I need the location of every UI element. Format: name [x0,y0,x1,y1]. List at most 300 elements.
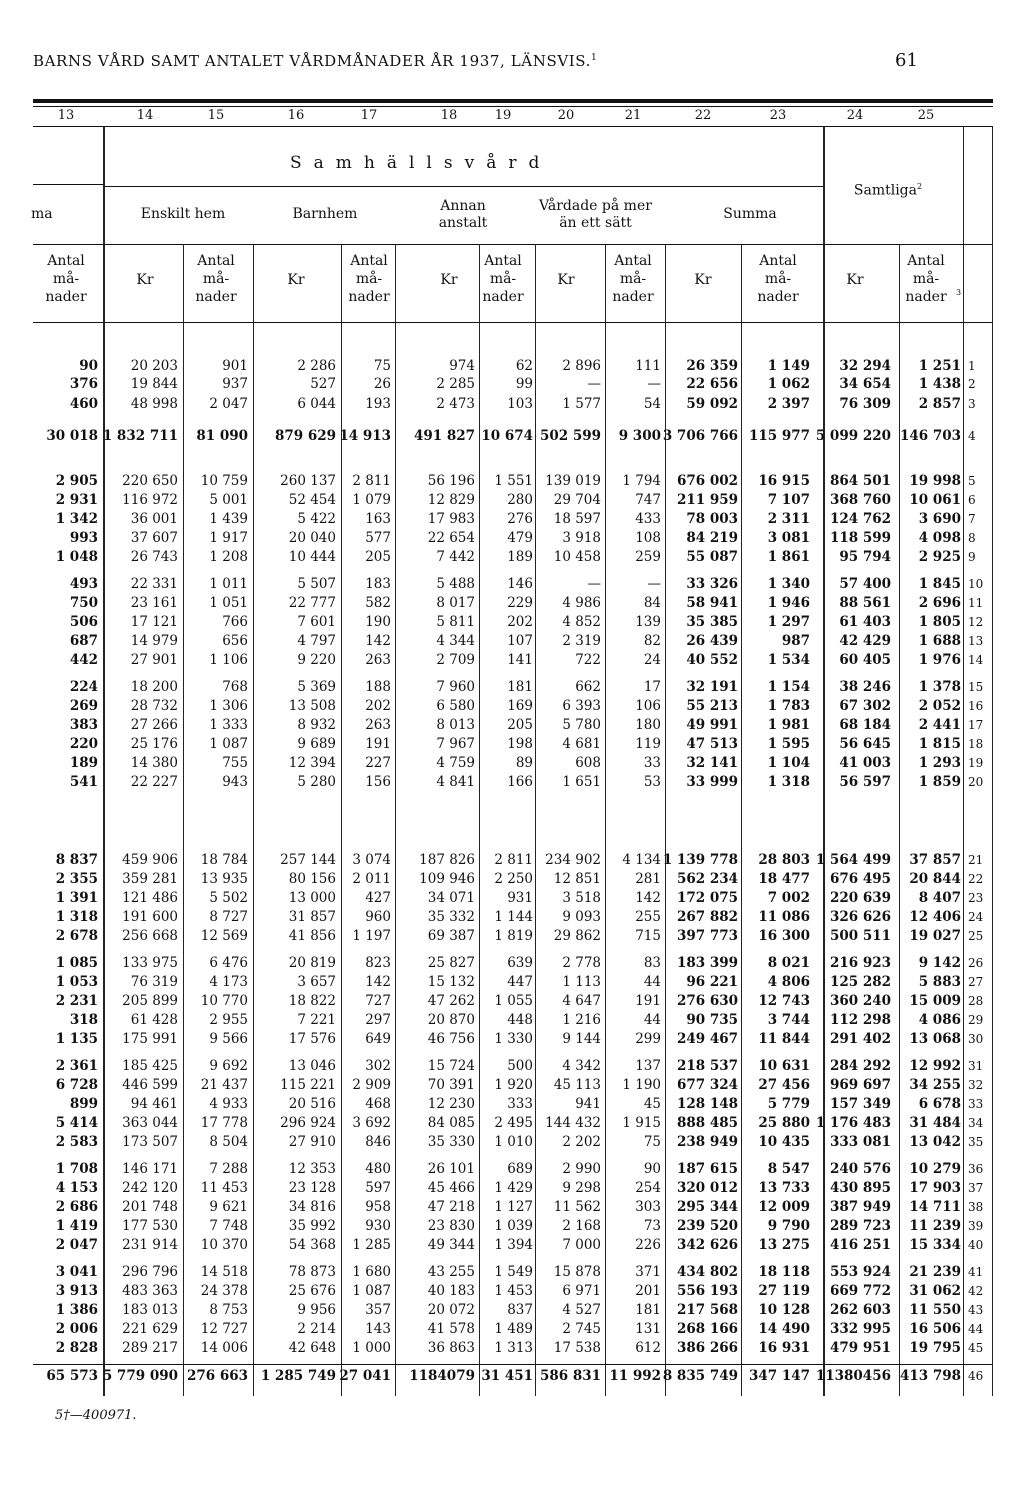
table-cell: 2 696 [918,595,961,611]
table-cell: 15 334 [909,1237,961,1253]
table-cell: 1 085 [55,955,98,971]
table-cell: 837 [507,1302,533,1318]
table-cell: 4 647 [562,993,601,1009]
table-row [33,511,993,529]
table-cell: 1 534 [767,652,810,668]
table-cell: 1 551 [494,473,533,489]
table-cell: 31 062 [909,1283,961,1299]
table-cell: 291 402 [829,1031,891,1047]
row-number: 46 [968,1369,984,1383]
table-cell: 747 [635,492,661,508]
table-cell: 128 148 [676,1096,738,1112]
table-cell: 25 676 [288,1283,336,1299]
row-number: 34 [968,1116,984,1130]
table-cell: 2 052 [918,698,961,714]
table-cell: 99 [515,376,533,392]
table-cell: 974 [449,358,475,374]
table-cell: 2 745 [562,1321,601,1337]
row-number: 1 [968,359,976,373]
table-cell: 1 000 [352,1340,391,1356]
table-cell: 6 728 [55,1077,98,1093]
table-row [33,1321,993,1339]
table-cell: 121 486 [122,890,178,906]
table-cell: 18 822 [288,993,336,1009]
table-cell: 1 981 [767,717,810,733]
table-cell: 115 221 [280,1077,336,1093]
table-cell: 27 266 [130,717,178,733]
table-cell: 124 762 [829,511,891,527]
table-cell: 26 439 [686,633,738,649]
row-number: 27 [968,975,984,989]
table-cell: 12 829 [427,492,475,508]
page-number: 61 [895,50,918,71]
table-cell: 19 795 [909,1340,961,1356]
row-number: 44 [968,1322,984,1336]
table-cell: 55 087 [686,549,738,565]
statistics-table [33,106,993,1396]
table-cell: 2 006 [55,1321,98,1337]
table-row [33,993,993,1011]
table-cell: 1 127 [494,1199,533,1215]
table-cell: 3 041 [55,1264,98,1280]
table-cell: 227 [365,755,391,771]
table-cell: 56 196 [427,473,475,489]
row-number: 38 [968,1200,984,1214]
table-cell: 133 975 [122,955,178,971]
table-cell: 1 113 [562,974,601,990]
table-cell: 597 [365,1180,391,1196]
table-cell: 715 [635,928,661,944]
table-cell: 4 527 [562,1302,601,1318]
column-number: 22 [694,108,712,123]
table-cell: 33 999 [686,774,738,790]
row-number: 2 [968,377,976,391]
table-cell: 448 [507,1012,533,1028]
table-cell: 142 [635,890,661,906]
table-cell: 25 827 [427,955,475,971]
table-cell: 76 309 [839,396,891,412]
table-cell: 23 161 [130,595,178,611]
table-cell: 163 [365,511,391,527]
table-cell: 24 [643,652,661,668]
table-row [33,1096,993,1114]
table-cell: 2 355 [55,871,98,887]
table-cell: 6 044 [297,396,336,412]
table-cell: 1 048 [55,549,98,565]
table-row [33,1180,993,1198]
table-cell: 1 135 [55,1031,98,1047]
table-cell: 157 349 [829,1096,891,1112]
table-cell: 202 [365,698,391,714]
table-cell: 4 852 [562,614,601,630]
table-cell: 9 220 [297,652,336,668]
table-cell: 296 924 [280,1115,336,1131]
table-cell: 11380456 [815,1368,891,1384]
subheader-kr: Kr [694,272,712,288]
row-number: 19 [968,756,984,770]
table-cell: 7 107 [767,492,810,508]
table-cell: 17 576 [288,1031,336,1047]
table-cell: 16 915 [758,473,810,489]
table-cell: 5 883 [918,974,961,990]
table-cell: 216 923 [829,955,891,971]
table-cell: 146 703 [899,428,961,444]
table-cell: 24 378 [200,1283,248,1299]
table-cell: 17 538 [553,1340,601,1356]
table-cell: 14 913 [339,428,391,444]
table-cell: 7 002 [767,890,810,906]
table-cell: 1 832 711 [102,428,178,444]
table-cell: 3 074 [352,852,391,868]
table-cell: 502 599 [539,428,601,444]
table-cell: 1 976 [918,652,961,668]
table-cell: 527 [310,376,336,392]
table-cell: 500 [507,1058,533,1074]
row-number: 11 [968,596,984,610]
table-cell: 198 [507,736,533,752]
table-cell: 1 859 [918,774,961,790]
table-cell: 29 862 [553,928,601,944]
table-cell: 36 001 [130,511,178,527]
table-cell: 25 176 [130,736,178,752]
table-cell: 676 495 [829,871,891,887]
row-number: 15 [968,680,984,694]
table-cell: 1 549 [494,1264,533,1280]
table-cell: 7 221 [297,1012,336,1028]
table-cell: 59 092 [686,396,738,412]
table-row [33,679,993,697]
table-cell: 33 326 [686,576,738,592]
table-cell: 1 087 [209,736,248,752]
table-cell: 9 621 [209,1199,248,1215]
table-row [33,492,993,510]
table-cell: 342 626 [676,1237,738,1253]
table-cell: 1 139 778 [662,852,738,868]
table-cell: 371 [635,1264,661,1280]
table-cell: 14 518 [200,1264,248,1280]
table-cell: 586 831 [539,1368,601,1384]
table-cell: 57 400 [839,576,891,592]
table-cell: 2 955 [209,1012,248,1028]
table-cell: 75 [643,1134,661,1150]
table-cell: 1 104 [767,755,810,771]
table-cell: 259 [635,549,661,565]
table-cell: 55 213 [686,698,738,714]
table-cell: 201 748 [122,1199,178,1215]
table-cell: 750 [69,595,98,611]
table-row [33,890,993,908]
table-cell: 5 488 [436,576,475,592]
table-cell: 823 [365,955,391,971]
table-cell: 183 [365,576,391,592]
table-cell: 169 [507,698,533,714]
table-cell: 9 956 [297,1302,336,1318]
table-cell: 107 [507,633,533,649]
table-cell: 218 537 [676,1058,738,1074]
table-cell: 1 053 [55,974,98,990]
table-cell: 181 [507,679,533,695]
table-cell: 2 441 [918,717,961,733]
table-cell: 4 173 [209,974,248,990]
table-cell: 23 128 [288,1180,336,1196]
table-cell: 468 [365,1096,391,1112]
footnote-marker: 3 [956,288,962,297]
table-cell: 18 200 [130,679,178,695]
table-cell: 14 380 [130,755,178,771]
table-cell: 255 [635,909,661,925]
table-cell: 28 732 [130,698,178,714]
table-cell: 2 495 [494,1115,533,1131]
table-cell: 193 [365,396,391,412]
subheader-antal-manader: Antal må- nader [612,253,654,305]
table-cell: 5 779 [767,1096,810,1112]
column-number: 21 [624,108,642,123]
table-row [33,736,993,754]
table-cell: 10 128 [758,1302,810,1318]
table-cell: 493 [69,576,98,592]
table-cell: 48 998 [130,396,178,412]
table-cell: 118 599 [829,530,891,546]
table-cell: 2 925 [918,549,961,565]
table-cell: 1 176 483 [815,1115,891,1131]
table-cell: 94 461 [130,1096,178,1112]
table-cell: 4 986 [562,595,601,611]
row-number: 13 [968,634,984,648]
table-cell: 480 [365,1161,391,1177]
table-cell: 430 895 [829,1180,891,1196]
table-cell: 1 106 [209,652,248,668]
row-number: 10 [968,577,984,591]
table-cell: 90 [643,1161,661,1177]
table-cell: 1 391 [55,890,98,906]
header-barnhem: Barnhem [292,206,358,222]
table-cell: 1 915 [622,1115,661,1131]
table-cell: 201 [635,1283,661,1299]
page-title: BARNS VÅRD SAMT ANTALET VÅRDMÅNADER ÅR 1937, LÄNSVIS.$^1$ [33,52,598,70]
table-cell: 1 708 [55,1161,98,1177]
table-cell: 40 183 [427,1283,475,1299]
table-cell: 10 435 [758,1134,810,1150]
table-cell: 2 811 [352,473,391,489]
subheader-antal-manader: Antal må- nader [757,253,799,305]
table-cell: 38 246 [839,679,891,695]
table-cell: 577 [365,530,391,546]
table-cell: 27 910 [288,1134,336,1150]
table-cell: 8 504 [209,1134,248,1150]
table-cell: 1 313 [494,1340,533,1356]
column-number: 15 [207,108,225,123]
table-cell: — [587,376,601,392]
table-cell: 8 835 749 [662,1368,738,1384]
table-cell: 13 935 [200,871,248,887]
table-cell: 427 [365,890,391,906]
table-cell: 109 946 [419,871,475,887]
table-cell: 8 837 [55,852,98,868]
table-cell: 1 439 [209,511,248,527]
table-cell: 36 863 [427,1340,475,1356]
table-cell: 2 678 [55,928,98,944]
table-cell: 142 [365,974,391,990]
table-cell: 19 844 [130,376,178,392]
table-cell: 75 [373,358,391,374]
table-cell: 500 511 [829,928,891,944]
table-cell: 1 920 [494,1077,533,1093]
table-row [33,698,993,716]
table-cell: 9 144 [562,1031,601,1047]
table-cell: 41 003 [839,755,891,771]
table-cell: 22 654 [427,530,475,546]
header-ma: ma [31,206,53,222]
table-cell: 10 061 [909,492,961,508]
table-cell: 45 113 [553,1077,601,1093]
table-cell: 8 727 [209,909,248,925]
table-cell: 44 [643,1012,661,1028]
table-cell: 29 704 [553,492,601,508]
table-cell: 20 819 [288,955,336,971]
table-cell: 1 815 [918,736,961,752]
table-cell: 541 [69,774,98,790]
table-cell: 1 154 [767,679,810,695]
table-cell: 54 [643,396,661,412]
table-cell: 768 [222,679,248,695]
table-row [33,1218,993,1236]
table-cell: 608 [575,755,601,771]
table-cell: 54 368 [288,1237,336,1253]
table-cell: 12 353 [288,1161,336,1177]
row-number: 35 [968,1135,984,1149]
table-cell: 15 878 [553,1264,601,1280]
table-cell: 11 453 [200,1180,248,1196]
table-cell: 95 794 [839,549,891,565]
table-cell: 2 896 [562,358,601,374]
row-number: 29 [968,1013,984,1027]
table-cell: 2 011 [352,871,391,887]
table-cell: 2 047 [209,396,248,412]
table-cell: 183 013 [122,1302,178,1318]
table-cell: 416 251 [829,1237,891,1253]
row-number: 37 [968,1181,984,1195]
row-number: 41 [968,1265,984,1279]
table-cell: 34 255 [909,1077,961,1093]
table-cell: 166 [507,774,533,790]
table-cell: 49 991 [686,717,738,733]
table-cell: 45 [643,1096,661,1112]
table-cell: 4 153 [55,1180,98,1196]
table-cell: 10 370 [200,1237,248,1253]
table-cell: 2 686 [55,1199,98,1215]
table-cell: 376 [69,376,98,392]
table-cell: 2 397 [767,396,810,412]
table-cell: 9 142 [918,955,961,971]
table-cell: 1 318 [55,909,98,925]
subheader-antal-manader: Antal må- nader [905,253,947,305]
table-cell: — [587,576,601,592]
table-cell: 3 518 [562,890,601,906]
table-cell: 17 778 [200,1115,248,1131]
table-cell: 119 [635,736,661,752]
table-cell: 901 [222,358,248,374]
table-cell: 33 [643,755,661,771]
table-cell: 112 298 [829,1012,891,1028]
footnote: 5†—400971. [55,1408,137,1423]
table-cell: 8 407 [918,890,961,906]
table-cell: 22 777 [288,595,336,611]
table-cell: 1 688 [918,633,961,649]
table-cell: 191 [365,736,391,752]
table-cell: 8 753 [209,1302,248,1318]
table-cell: 556 193 [676,1283,738,1299]
subheader-kr: Kr [440,272,458,288]
table-cell: 4 134 [622,852,661,868]
column-number: 13 [57,108,75,123]
table-cell: 1 819 [494,928,533,944]
table-cell: 27 901 [130,652,178,668]
table-cell: 12 009 [758,1199,810,1215]
table-cell: — [647,576,661,592]
table-cell: 3 657 [297,974,336,990]
table-cell: 479 [507,530,533,546]
table-cell: 1 216 [562,1012,601,1028]
divider [33,1364,993,1365]
table-cell: 221 629 [122,1321,178,1337]
table-cell: 12 569 [200,928,248,944]
table-cell: 10 674 [481,428,533,444]
table-cell: 5 502 [209,890,248,906]
table-cell: 25 880 [758,1115,810,1131]
table-cell: 220 [69,736,98,752]
table-cell: 12 406 [909,909,961,925]
table-cell: 11 562 [553,1199,601,1215]
subheader-antal-manader: Antal må- nader [195,253,237,305]
table-cell: 8 021 [767,955,810,971]
table-cell: 1 208 [209,549,248,565]
table-cell: 30 018 [46,428,98,444]
table-cell: 1 087 [352,1283,391,1299]
table-cell: 1 429 [494,1180,533,1196]
table-cell: 49 344 [427,1237,475,1253]
column-number: 20 [557,108,575,123]
table-cell: 1 394 [494,1237,533,1253]
table-cell: 433 [635,511,661,527]
table-cell: 84 219 [686,530,738,546]
table-cell: 56 597 [839,774,891,790]
table-cell: 12 851 [553,871,601,887]
table-cell: 65 573 [46,1368,98,1384]
table-cell: 76 319 [130,974,178,990]
table-cell: 2 990 [562,1161,601,1177]
table-cell: 16 506 [909,1321,961,1337]
row-number: 42 [968,1284,984,1298]
table-cell: 56 645 [839,736,891,752]
table-cell: 3 081 [767,530,810,546]
table-cell: 2 168 [562,1218,601,1234]
table-cell: 333 081 [829,1134,891,1150]
table-cell: 13 733 [758,1180,810,1196]
table-cell: 7 748 [209,1218,248,1234]
table-cell: 34 816 [288,1199,336,1215]
table-cell: 1 330 [494,1031,533,1047]
table-cell: 6 393 [562,698,601,714]
table-cell: 727 [365,993,391,1009]
table-cell: 639 [507,955,533,971]
table-cell: 187 826 [419,852,475,868]
table-cell: 333 [507,1096,533,1112]
table-cell: 13 000 [288,890,336,906]
table-cell: 2 811 [494,852,533,868]
table-cell: 21 437 [200,1077,248,1093]
table-row [33,1302,993,1320]
table-cell: 3 918 [562,530,601,546]
